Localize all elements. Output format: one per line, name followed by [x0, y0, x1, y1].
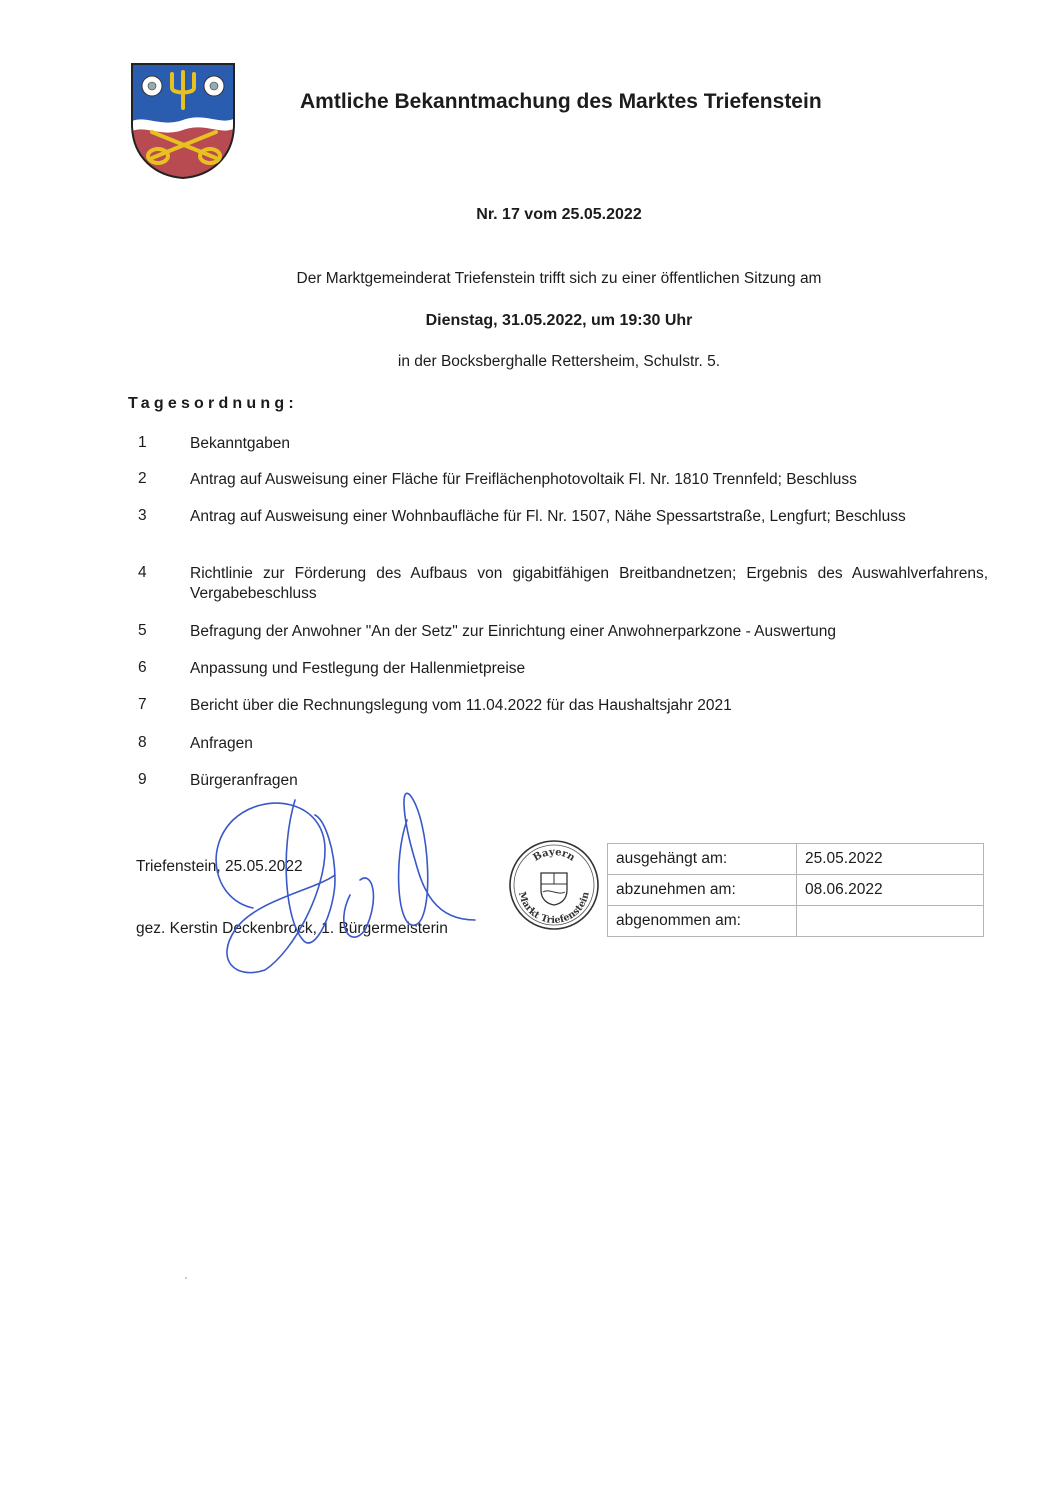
handwritten-signature	[175, 780, 505, 980]
removed-label: abgenommen am:	[608, 906, 797, 937]
posted-date: 25.05.2022	[797, 844, 984, 875]
agenda-item-text: Bürgeranfragen	[190, 772, 298, 789]
table-row	[608, 875, 984, 906]
agenda-item-number: 9	[138, 771, 147, 788]
svg-text:Bayern: Bayern	[531, 846, 577, 864]
scan-speck	[185, 1277, 187, 1279]
agenda-item-number: 2	[138, 470, 147, 487]
agenda-item-number: 7	[138, 696, 147, 713]
agenda-item-text: Richtlinie zur Förderung des Aufbaus von gigabitfähigen Breitbandnetzen; Ergebnis des Auswahlverfahrens, Vergabebeschluss	[190, 565, 988, 602]
agenda-item-text: Antrag auf Ausweisung einer Wohnbaufläche für Fl. Nr. 1507, Nähe Spessartstraße, Lengfurt; Beschluss	[190, 508, 906, 525]
agenda-item-number: 6	[138, 659, 147, 676]
agenda-item-number: 3	[138, 507, 147, 524]
posting-table	[607, 843, 984, 937]
removed-date	[797, 906, 984, 937]
meeting-date: Dienstag, 31.05.2022, um 19:30 Uhr	[425, 312, 693, 329]
agenda-item-number: 4	[138, 564, 147, 581]
agenda-heading: Tagesordnung:	[128, 395, 298, 412]
removal-due-label: abzunehmen am:	[608, 875, 797, 906]
agenda-item-number: 8	[138, 734, 147, 751]
posted-label: ausgehängt am:	[608, 844, 797, 875]
agenda-item-text: Anfragen	[190, 735, 253, 752]
notice-number: Nr. 17 vom 25.05.2022	[476, 206, 642, 223]
agenda-item-number: 5	[138, 622, 147, 639]
removal-due-date: 08.06.2022	[797, 875, 984, 906]
agenda-item-number: 1	[138, 434, 147, 451]
table-row	[608, 906, 984, 937]
svg-text:Markt Triefenstein: Markt Triefenstein	[516, 890, 592, 927]
page-title: Amtliche Bekanntmachung des Marktes Triefenstein	[300, 90, 822, 113]
agenda-item-text: Antrag auf Ausweisung einer Fläche für Freiflächenphotovoltaik Fl. Nr. 1810 Trennfeld; Beschluss	[190, 471, 857, 488]
meeting-venue: in der Bocksberghalle Rettersheim, Schulstr. 5.	[397, 353, 721, 370]
agenda-item-text: Befragung der Anwohner "An der Setz" zur Einrichtung einer Anwohnerparkzone - Auswertung	[190, 623, 837, 640]
agenda-item-text: Anpassung und Festlegung der Hallenmietpreise	[190, 660, 526, 677]
agenda-item-text: Bekanntgaben	[190, 435, 290, 452]
table-row	[608, 844, 984, 875]
official-seal	[507, 838, 601, 932]
signer-line: gez. Kerstin Deckenbrock, 1. Bürgermeisterin	[136, 920, 448, 937]
coat-of-arms-icon	[130, 62, 236, 180]
notice-intro: Der Marktgemeinderat Triefenstein trifft sich zu einer öffentlichen Sitzung am	[296, 270, 822, 287]
place-date: Triefenstein, 25.05.2022	[136, 858, 303, 875]
agenda-item-text: Bericht über die Rechnungslegung vom 11.04.2022 für das Haushaltsjahr 2021	[190, 697, 732, 714]
